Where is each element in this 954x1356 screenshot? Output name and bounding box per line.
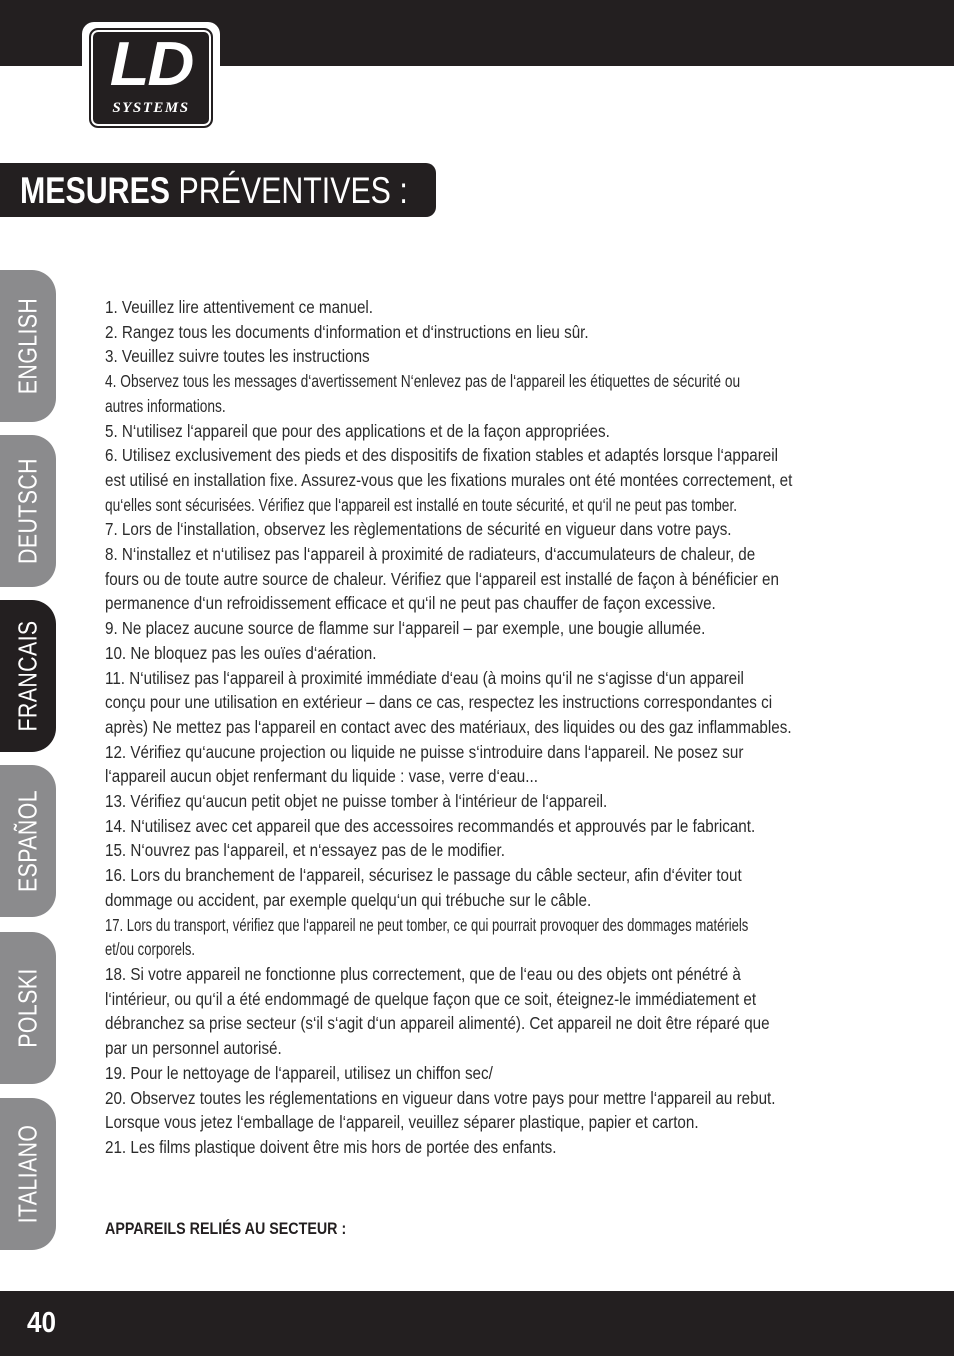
tab-polski[interactable] [0,932,56,1084]
text-line: 17. Lors du transport, vérifiez que l‘appareil ne peut tomber, ce qui pourrait provoquer des dommages matériels [105,914,749,935]
text-line: 15. N‘ouvrez pas l‘appareil, et n‘essayez pas de le modifier. [105,840,505,861]
text-line: 12. Vérifiez qu‘aucune projection ou liquide ne puisse s‘introduire dans l‘appareil. Ne posez sur [105,741,744,762]
safety-instructions [105,295,865,1160]
text-line: permanence d‘un refroidissement efficace et qu‘il ne peut pas chauffer de façon excessive. [105,593,716,614]
text-line: débranchez sa prise secteur (s‘il s‘agit d‘un appareil alimenté). Cet appareil ne doit être réparé que [105,1013,770,1034]
text-line: 20. Observez toutes les réglementations en vigueur dans votre pays pour mettre l‘appareil au rebut. [105,1087,776,1108]
title-bold: MESURES [20,170,171,211]
page-number: 40 [27,1307,57,1339]
text-line: 14. N‘utilisez avec cet appareil que des accessoires recommandés et approuvés par le fabricant. [105,815,756,836]
text-line: 1. Veuillez lire attentivement ce manuel. [105,297,374,317]
text-line: après) Ne mettez pas l‘appareil en contact avec des matériaux, des liquides ou des gaz inflammables. [105,716,792,737]
tab-italiano[interactable] [0,1098,56,1250]
text-line: 19. Pour le nettoyage de l‘appareil, utilisez un chiffon sec/ [105,1062,493,1083]
footer-bar [0,1291,954,1356]
text-line: 13. Vérifiez qu‘aucun petit objet ne puisse tomber à l‘intérieur de l‘appareil. [105,791,608,812]
ld-systems-logo [82,22,220,132]
text-line: par un personnel autorisé. [105,1038,282,1059]
logo-subtext: SYSTEMS [112,100,190,116]
text-line: 7. Lors de l‘installation, observez les règlementations de sécurité en vigueur dans votre pays. [105,519,732,540]
text-line: est utilisé en installation fixe. Assurez-vous que les fixations murales ont été montées correctement, et [105,469,793,490]
text-line: l‘appareil aucun objet renfermant du liquide : vase, verre d‘eau... [105,766,538,787]
tab-label: FRANCAIS [12,620,43,732]
page-title [20,171,408,211]
text-line: autres informations. [105,395,226,416]
text-line: dommage ou accident, par exemple quelqu‘un qui trébuche sur le câble. [105,889,592,910]
text-line: et/ou corporels. [105,939,196,960]
text-line: 16. Lors du branchement de l‘appareil, sécurisez le passage du câble secteur, afin d‘éviter tout [105,865,742,886]
tab-label: ITALIANO [12,1124,43,1224]
text-line: fours ou de toute autre source de chaleur. Vérifiez que l‘appareil est installé de façon à bénéficier en [105,568,779,589]
text-line: conçu pour une utilisation en extérieur – dans ce cas, respectez les instructions correspondantes ci [105,692,773,713]
text-line: 9. Ne placez aucune source de flamme sur l‘appareil – par exemple, une bougie allumée. [105,618,706,639]
text-line: l‘intérieur, ou qu‘il a été endommagé de quelque façon que ce soit, éteignez-le immédiatement et [105,988,757,1009]
text-line: qu‘elles sont sécurisées. Vérifiez que l‘appareil est installé en toute sécurité, et qu‘il ne peut pas tomber. [105,494,738,515]
text-line: 10. Ne bloquez pas les ouïes d‘aération. [105,642,377,663]
text-line: 6. Utilisez exclusivement des pieds et des dispositifs de fixation stables et adaptés lorsque l‘appareil [105,445,779,466]
tab-label: ESPAÑOL [12,789,43,893]
section-subheading: APPAREILS RELIÉS AU SECTEUR : [105,1219,347,1238]
section-title-bar [0,163,436,217]
text-line: 4. Observez tous les messages d‘avertissement N‘enlevez pas de l‘appareil les étiquettes de sécurité ou [105,371,741,392]
tab-label: ENGLISH [12,297,43,395]
text-line: 5. N‘utilisez l‘appareil que pour des applications et de la façon appropriées. [105,420,610,441]
text-line: 18. Si votre appareil ne fonctionne plus correctement, que de l‘eau ou des objets ont pénétré à [105,963,741,984]
text-line: 3. Veuillez suivre toutes les instructions [105,346,370,367]
logo-text: LD [109,30,193,99]
text-line: Lorsque vous jetez l‘emballage de l‘appareil, veuillez séparer plastique, papier et carton. [105,1112,699,1133]
title-regular: PRÉVENTIVES : [178,170,408,211]
text-line: 2. Rangez tous les documents d‘information et d‘instructions en lieu sûr. [105,321,589,342]
tab-francais[interactable] [0,600,56,752]
tab-label: POLSKI [12,968,43,1048]
tab-label: DEUTSCH [12,458,43,564]
tab-espanol[interactable] [0,765,56,917]
tab-english[interactable] [0,270,56,422]
text-line: 21. Les films plastique doivent être mis hors de portée des enfants. [105,1136,557,1157]
text-line: 8. N‘installez et n‘utilisez pas l‘appareil à proximité de radiateurs, d‘accumulateurs de chaleur, de [105,544,756,565]
text-line: 11. N‘utilisez pas l‘appareil à proximité immédiate d‘eau (à moins qu‘il ne s‘agisse d‘un appareil [105,667,744,688]
tab-deutsch[interactable] [0,435,56,587]
